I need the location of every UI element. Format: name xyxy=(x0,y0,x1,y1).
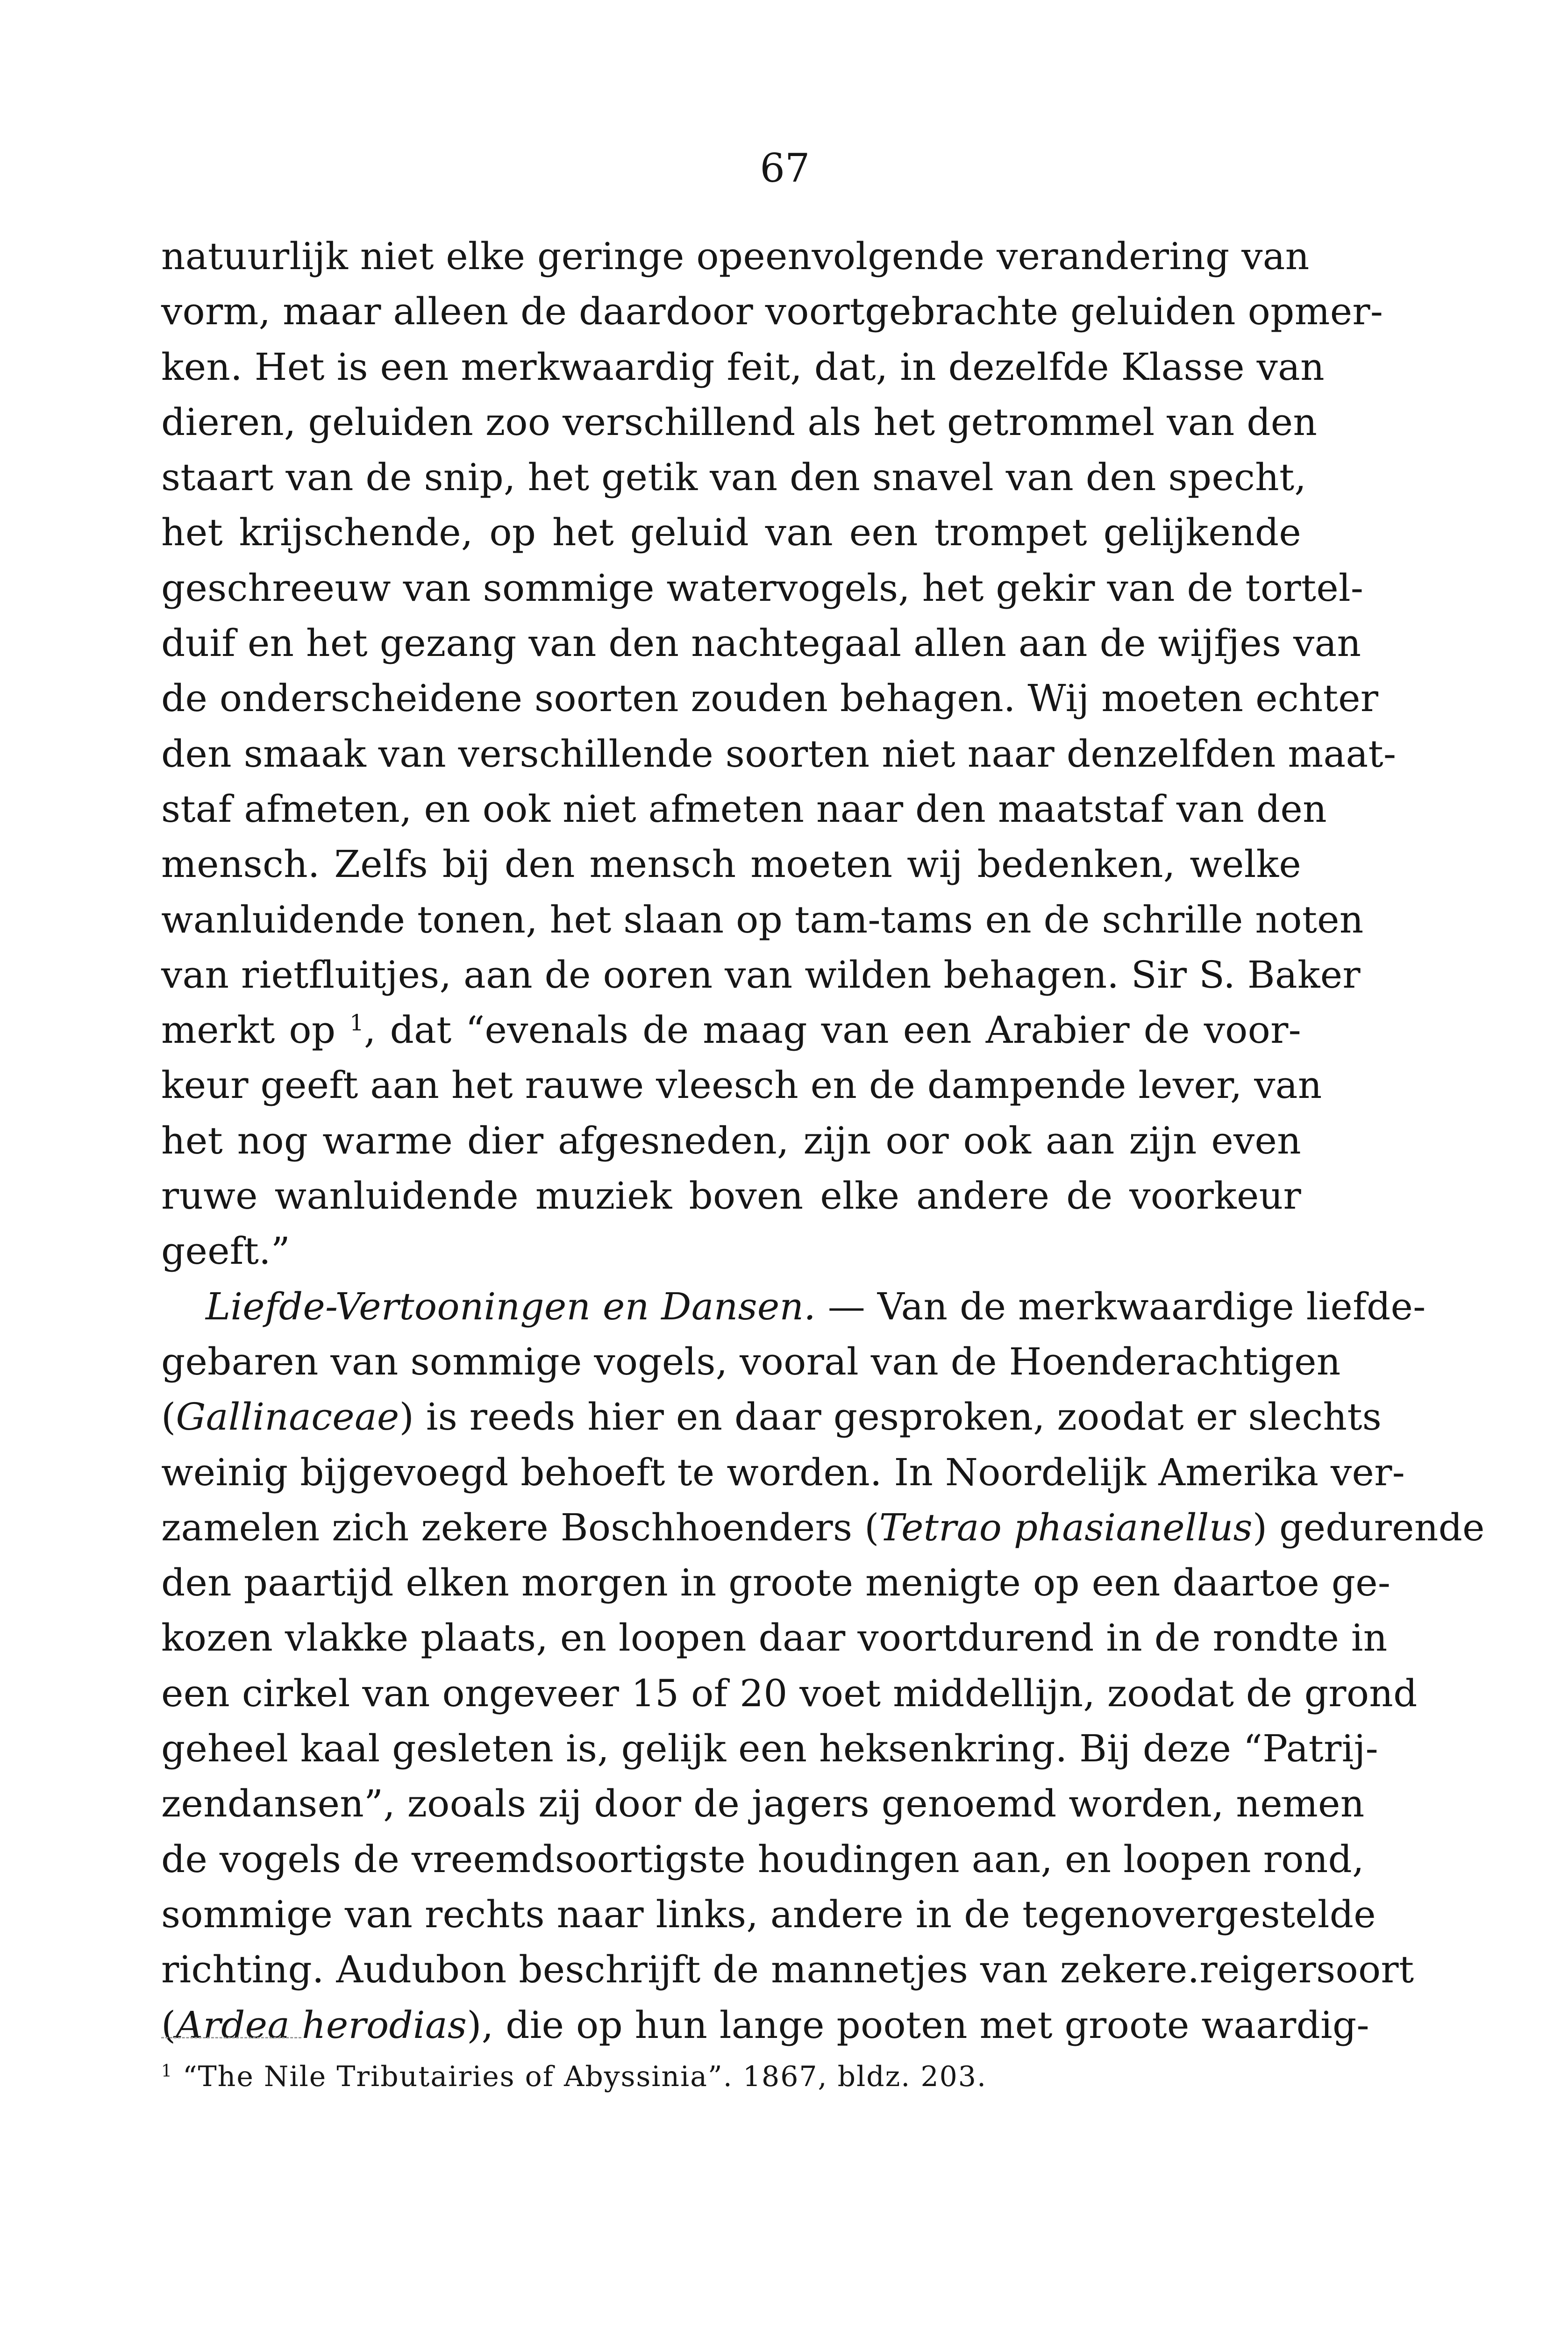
section-heading: Liefde-Vertooningen en Dansen. xyxy=(206,1284,816,1328)
text-line: geheel kaal gesleten is, gelijk een heksenkring. Bij deze “Patrij- xyxy=(161,1727,1378,1771)
text-span: , dat “evenals de maag van een Arabier de voor- xyxy=(364,1008,1301,1052)
text-span: — Van de merkwaardige liefde- xyxy=(816,1284,1426,1328)
text-line: dieren, geluiden zoo verschillend als het getrommel van den xyxy=(161,400,1318,444)
text-line: den smaak van verschillende soorten niet naar denzelfden maat- xyxy=(161,732,1397,776)
footnote-divider xyxy=(161,2037,301,2038)
text-line: sommige van rechts naar links, andere in de tegenovergestelde xyxy=(161,1892,1376,1936)
text-line: ruwe wanluidende muziek boven elke andere de voorkeur xyxy=(161,1174,1301,1218)
taxon-name: Tetrao phasianellus xyxy=(879,1505,1253,1549)
text-line: de vogels de vreemdsoortigste houdingen aan, en loopen rond, xyxy=(161,1837,1364,1881)
page-number: 67 xyxy=(760,145,810,191)
text-span: merkt op xyxy=(161,1008,350,1052)
text-line: vorm, maar alleen de daardoor voortgebrachte geluiden opmer- xyxy=(161,290,1383,334)
text-line: duif en het gezang van den nachtegaal allen aan de wijfjes van xyxy=(161,621,1361,665)
text-span: ( xyxy=(161,1395,176,1439)
text-line xyxy=(161,1500,1485,1555)
text-line: de onderscheidene soorten zouden behagen. Wij moeten echter xyxy=(161,677,1379,720)
text-span: ( xyxy=(161,2003,176,2047)
text-line: richting. Audubon beschrijft de mannetjes van zekere.reigersoort xyxy=(161,1948,1414,1992)
text-line xyxy=(161,1998,1369,2053)
taxon-name: Gallinaceae xyxy=(176,1395,399,1439)
text-line: het krijschende, op het geluid van een trompet gelijkende xyxy=(161,511,1301,555)
text-line: natuurlijk niet elke geringe opeenvolgende verandering van xyxy=(161,235,1310,278)
text-line: keur geeft aan het rauwe vleesch en de dampende lever, van xyxy=(161,1063,1322,1107)
footnote-text: “The Nile Tributairies of Abyssinia”. 1867, bldz. 203. xyxy=(172,2060,987,2093)
text-line: geschreeuw van sommige watervogels, het gekir van de tortel- xyxy=(161,566,1364,610)
text-span: ), die op hun lange pooten met groote waardig- xyxy=(467,2003,1369,2047)
text-line: het nog warme dier afgesneden, zijn oor ook aan zijn even xyxy=(161,1118,1301,1162)
text-line: ken. Het is een merkwaardig feit, dat, in dezelfde Klasse van xyxy=(161,345,1325,389)
text-line: staf afmeten, en ook niet afmeten naar den maatstaf van den xyxy=(161,787,1327,831)
taxon-name: Ardea herodias xyxy=(176,2003,467,2047)
text-line xyxy=(161,1389,1382,1445)
text-line: geeft.” xyxy=(161,1229,291,1273)
footnote xyxy=(161,2056,1301,2098)
section-heading-line xyxy=(161,1279,1426,1334)
text-line: kozen vlakke plaats, en loopen daar voortdurend in de rondte in xyxy=(161,1616,1388,1660)
text-line: wanluidende tonen, het slaan op tam-tams en de schrille noten xyxy=(161,897,1364,941)
text-line: mensch. Zelfs bij den mensch moeten wij bedenken, welke xyxy=(161,842,1301,886)
text-line: den paartijd elken morgen in groote menigte op een daartoe ge- xyxy=(161,1561,1391,1605)
footnote-marker: 1 xyxy=(161,2062,173,2081)
body-text xyxy=(161,229,1485,2053)
footnote-reference: 1 xyxy=(349,1010,364,1036)
text-span: zamelen zich zekere Boschhoenders ( xyxy=(161,1505,879,1549)
text-span: ) is reeds hier en daar gesproken, zoodat er slechts xyxy=(399,1395,1382,1439)
text-line: staart van de snip, het getik van den snavel van den specht, xyxy=(161,456,1307,499)
text-line: gebaren van sommige vogels, vooral van de Hoenderachtigen xyxy=(161,1339,1341,1383)
text-line: van rietfluitjes, aan de ooren van wilden behagen. Sir S. Baker xyxy=(161,953,1361,997)
text-line: een cirkel van ongeveer 15 of 20 voet middellijn, zoodat de grond xyxy=(161,1671,1418,1715)
text-span: ) gedurende xyxy=(1252,1505,1485,1549)
text-line: weinig bijgevoegd behoeft te worden. In Noordelijk Amerika ver- xyxy=(161,1450,1405,1494)
text-line: zendansen”, zooals zij door de jagers genoemd worden, nemen xyxy=(161,1782,1365,1826)
text-line-with-footnote-ref xyxy=(161,1003,1301,1058)
